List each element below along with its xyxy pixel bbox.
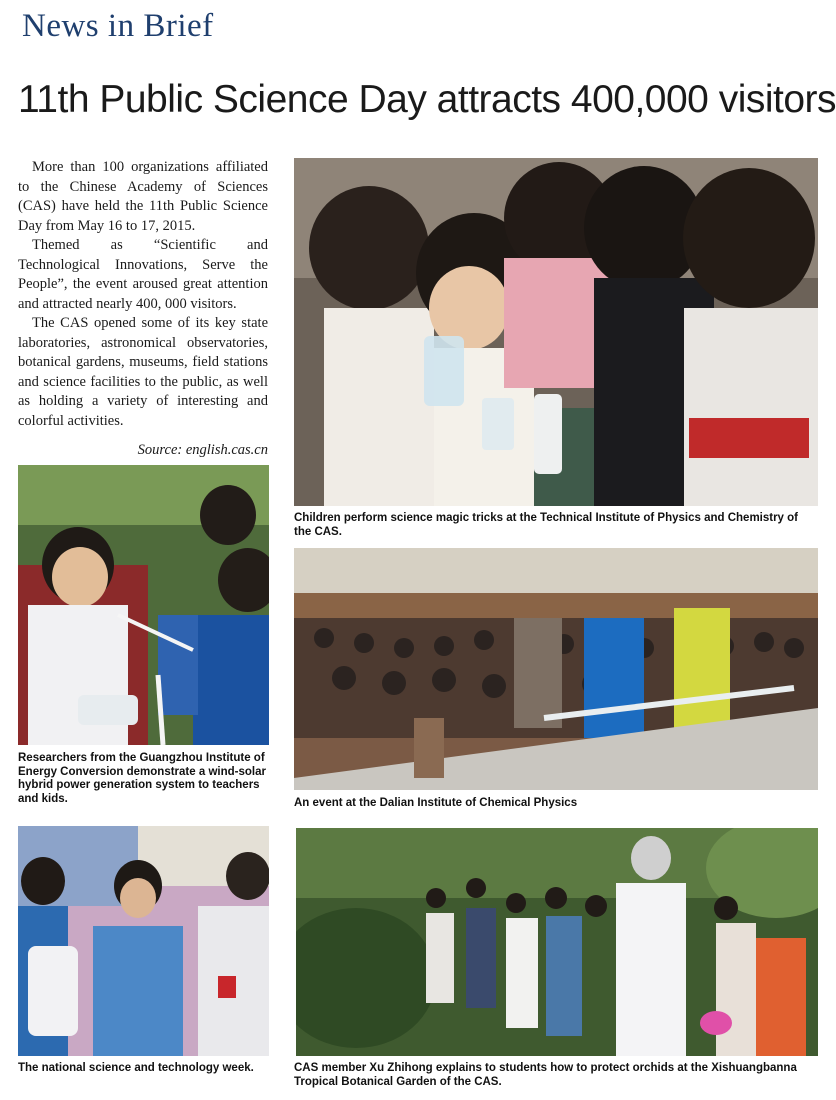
photo-children-magic (294, 158, 818, 506)
photo-orchids-garden (296, 828, 818, 1056)
photo-science-week (18, 826, 269, 1056)
article-body (18, 158, 268, 461)
caption-dalian-event: An event at the Dalian Institute of Chemical Physics (294, 797, 578, 809)
source-credit: Source: english.cas.cn (137, 442, 268, 458)
paragraph-1: More than 100 organizations affiliated to the Chinese Academy of Sciences (CAS) have held the 11th Public Science Day from May 16 to 17, 2015. (18, 159, 268, 234)
section-label: News in Brief (22, 8, 214, 44)
caption-orchids-garden: CAS member Xu Zhihong explains to students how to protect orchids at the Xishuangbanna Tropical Botanical Garden of the CAS. (294, 1062, 797, 1088)
headline: 11th Public Science Day attracts 400,000 visitors (18, 78, 836, 121)
paragraph-2: Themed as “Scientific and Technological Innovations, Serve the People”, the event aroused great attention and attracted nearly 400, 000 visitors. (18, 237, 268, 312)
caption-wind-solar: Researchers from the Guangzhou Institute of Energy Conversion demonstrate a wind-solar hybrid power generation system to teachers and kids. (18, 752, 266, 805)
caption-children-magic: Children perform science magic tricks at the Technical Institute of Physics and Chemistry of the CAS. (294, 512, 799, 538)
caption-science-week: The national science and technology week. (18, 1062, 254, 1074)
photo-wind-solar (18, 465, 269, 745)
paragraph-3: The CAS opened some of its key state laboratories, astronomical observatories, botanical gardens, museums, field stations and science facilities to the public, as well as holding a variety of interesting and colorful activities. (18, 315, 268, 429)
photo-dalian-event (294, 548, 818, 790)
